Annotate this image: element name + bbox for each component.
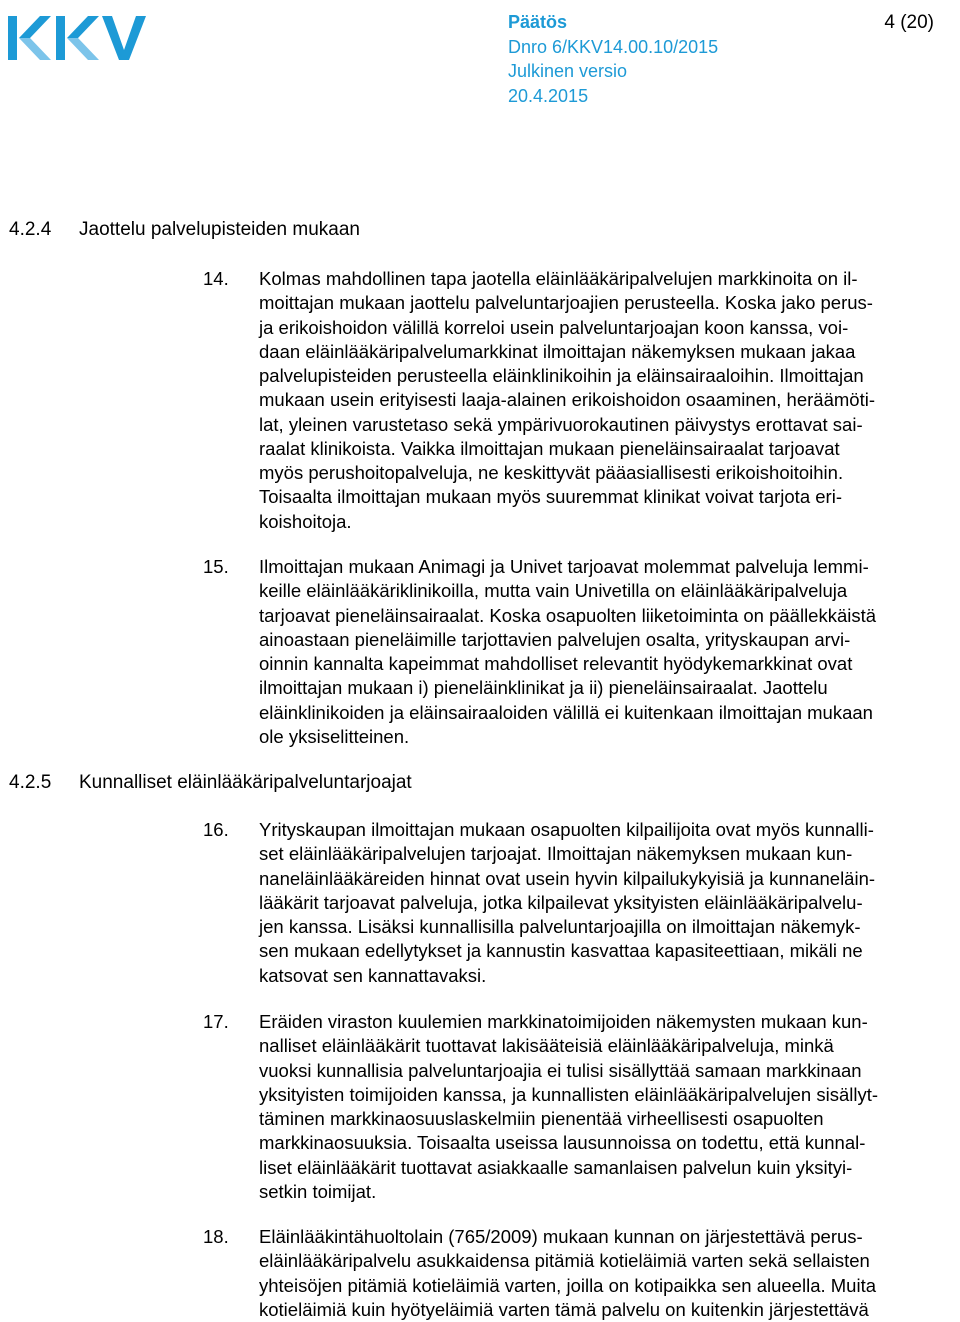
paragraph-line: lääkärit tarjoavat palveluja, jotka kilpailevat yksityisten eläinlääkäripalvelu-	[259, 891, 863, 913]
paragraph-line: Eräiden viraston kuulemien markkinatoimijoiden näkemysten mukaan kun-	[259, 1011, 868, 1032]
paragraph-text	[259, 1010, 960, 1204]
paragraph-line: keille eläinlääkäriklinikoilla, mutta vain Univetilla on eläinlääkäripalveluja	[259, 580, 848, 602]
section-heading	[9, 218, 360, 242]
section-title: Kunnalliset eläinlääkäripalveluntarjoajat	[79, 772, 412, 793]
paragraph-line: ole yksiselitteinen.	[259, 725, 410, 747]
paragraph-line: ilmoittajan mukaan i) pieneläinklinikat ja ii) pieneläinsairaalat. Jaottelu	[259, 677, 828, 699]
paragraph-line: katsovat sen kannattavaksi.	[259, 964, 487, 986]
paragraph-line: lat, yleinen varustetaso sekä ympärivuorokautinen päivystys erottavat sai-	[259, 413, 863, 435]
paragraph-line: set eläinlääkäripalvelujen tarjoajat. Ilmoittajan näkemyksen mukaan kun-	[259, 843, 853, 865]
paragraph-line: raalat klinikoista. Vaikka ilmoittajan mukaan pieneläinsairaalat tarjoavat	[259, 437, 840, 459]
numbered-paragraph	[203, 555, 960, 749]
paragraph-line: daan eläinlääkäripalvelumarkkinat ilmoittajan näkemyksen mukaan jakaa	[259, 340, 856, 362]
paragraph-line: naneläinlääkäreiden hinnat ovat usein hyvin kilpailukykyisiä ja kunnaneläin-	[259, 867, 876, 889]
kkv-logo	[6, 10, 146, 66]
paragraph-line: tarjoavat pieneläinsairaalat. Koska osapuolten liiketoiminta on päällekkäistä	[259, 604, 877, 626]
paragraph-line: Toisaalta ilmoittajan mukaan myös suuremmat klinikat voivat tarjota eri-	[259, 486, 842, 508]
document-version: Julkinen versio	[508, 61, 628, 81]
paragraph-number: 15.	[203, 556, 229, 577]
numbered-paragraph	[203, 1010, 960, 1204]
paragraph-line: myös perushoitopalveluja, ne keskittyvät pääasiallisesti erikoishoitoihin.	[259, 462, 844, 483]
paragraph-line: täminen markkinaosuuslaskelmiin pienentää virheellisesti osapuolten	[259, 1108, 824, 1129]
paragraph-line: Kolmas mahdollinen tapa jaotella eläinlääkäripalvelujen markkinoita on il-	[259, 268, 858, 289]
paragraph-text	[259, 555, 960, 749]
paragraph-line: jen kanssa. Lisäksi kunnallisilla palveluntarjoajilla on ilmoittajan näkemyk-	[259, 916, 861, 937]
document-header	[508, 10, 718, 108]
paragraph-line: nalliset eläinlääkärit tuottavat lakisääteisiä eläinlääkäripalveluja, minkä	[259, 1035, 834, 1057]
paragraph-line: kotieläimiä kuin hyötyeläimiä varten tämä palvelu on kuitenkin järjestettävä	[259, 1298, 869, 1320]
section-number: 4.2.4	[9, 219, 52, 240]
document-type: Päätös	[508, 12, 568, 32]
paragraph-line: sen mukaan edellytykset ja kannustin kasvattaa kapasiteettiaan, mikäli ne	[259, 940, 863, 962]
section-title: Jaottelu palvelupisteiden mukaan	[79, 219, 360, 240]
section-number: 4.2.5	[9, 772, 52, 793]
kkv-logo-mark	[6, 10, 146, 66]
paragraph-line: eläinklinikoiden ja eläinsairaaloiden välillä ei kuitenkaan ilmoittajan mukaan	[259, 701, 873, 723]
paragraph-line: yhteisöjen pitämiä kotieläimiä varten, joilla on kotipaikka sen alueella. Muita	[259, 1274, 876, 1296]
paragraph-line: palvelupisteiden perusteella eläinklinikoihin ja eläinsairaaloihin. Ilmoittajan	[259, 365, 864, 386]
paragraph-line: setkin toimijat.	[259, 1180, 377, 1202]
paragraph-number: 16.	[203, 819, 229, 840]
paragraph-line: Eläinlääkintähuoltolain (765/2009) mukaan kunnan on järjestettävä perus-	[259, 1226, 863, 1247]
paragraph-text	[259, 818, 960, 988]
paragraph-line: vuoksi kunnallisia palveluntarjoajia ei tulisi sisällyttää samaan markkinaan	[259, 1059, 862, 1081]
paragraph-line: Yrityskaupan ilmoittajan mukaan osapuolten kilpailijoita ovat myös kunnalli-	[259, 819, 874, 840]
document-date: 20.4.2015	[508, 85, 589, 106]
paragraph-line: liset eläinlääkärit tuottavat asiakkaalle samanlaisen palvelun kuin yksityi-	[259, 1156, 853, 1178]
paragraph-line: ja erikoishoidon välillä korreloi usein palveluntarjoajan koon kanssa, voi-	[259, 316, 849, 338]
section-heading	[9, 771, 412, 795]
paragraph-line: oinnin kannalta kapeimmat mahdolliset relevantit hyödykemarkkinat ovat	[259, 653, 853, 674]
paragraph-line: koishoitoja.	[259, 510, 352, 532]
paragraph-line: markkinaosuuksia. Toisaalta useissa lausunnoissa on todettu, että kunnal-	[259, 1132, 866, 1154]
paragraph-line: ainoastaan pieneläimille tarjottavien palvelujen osalta, yrityskaupan arvi-	[259, 628, 851, 650]
paragraph-text	[259, 1225, 960, 1322]
paragraph-text	[259, 267, 960, 534]
paragraph-number: 14.	[203, 268, 229, 289]
paragraph-line: mukaan usein erityisesti laaja-alainen erikoishoidon osaaminen, heräämöti-	[259, 389, 875, 411]
paragraph-line: moittajan mukaan jaottelu palveluntarjoajien perusteella. Koska jako perus-	[259, 292, 873, 314]
paragraph-line: eläinlääkäripalvelu asukkaidensa pitämiä kotieläimiä varten sekä sellaisten	[259, 1250, 870, 1272]
paragraph-line: yksityisten toimijoiden kanssa, ja kunnallisten eläinlääkäripalvelujen sisällyt-	[259, 1083, 879, 1105]
numbered-paragraph	[203, 818, 960, 988]
paragraph-line: Ilmoittajan mukaan Animagi ja Univet tarjoavat molemmat palveluja lemmi-	[259, 556, 869, 577]
paragraph-number: 18.	[203, 1226, 229, 1247]
page-number: 4 (20)	[884, 12, 934, 33]
numbered-paragraph	[203, 1225, 960, 1322]
paragraph-number: 17.	[203, 1011, 229, 1032]
document-number: Dnro 6/KKV14.00.10/2015	[508, 36, 719, 57]
numbered-paragraph	[203, 267, 960, 534]
